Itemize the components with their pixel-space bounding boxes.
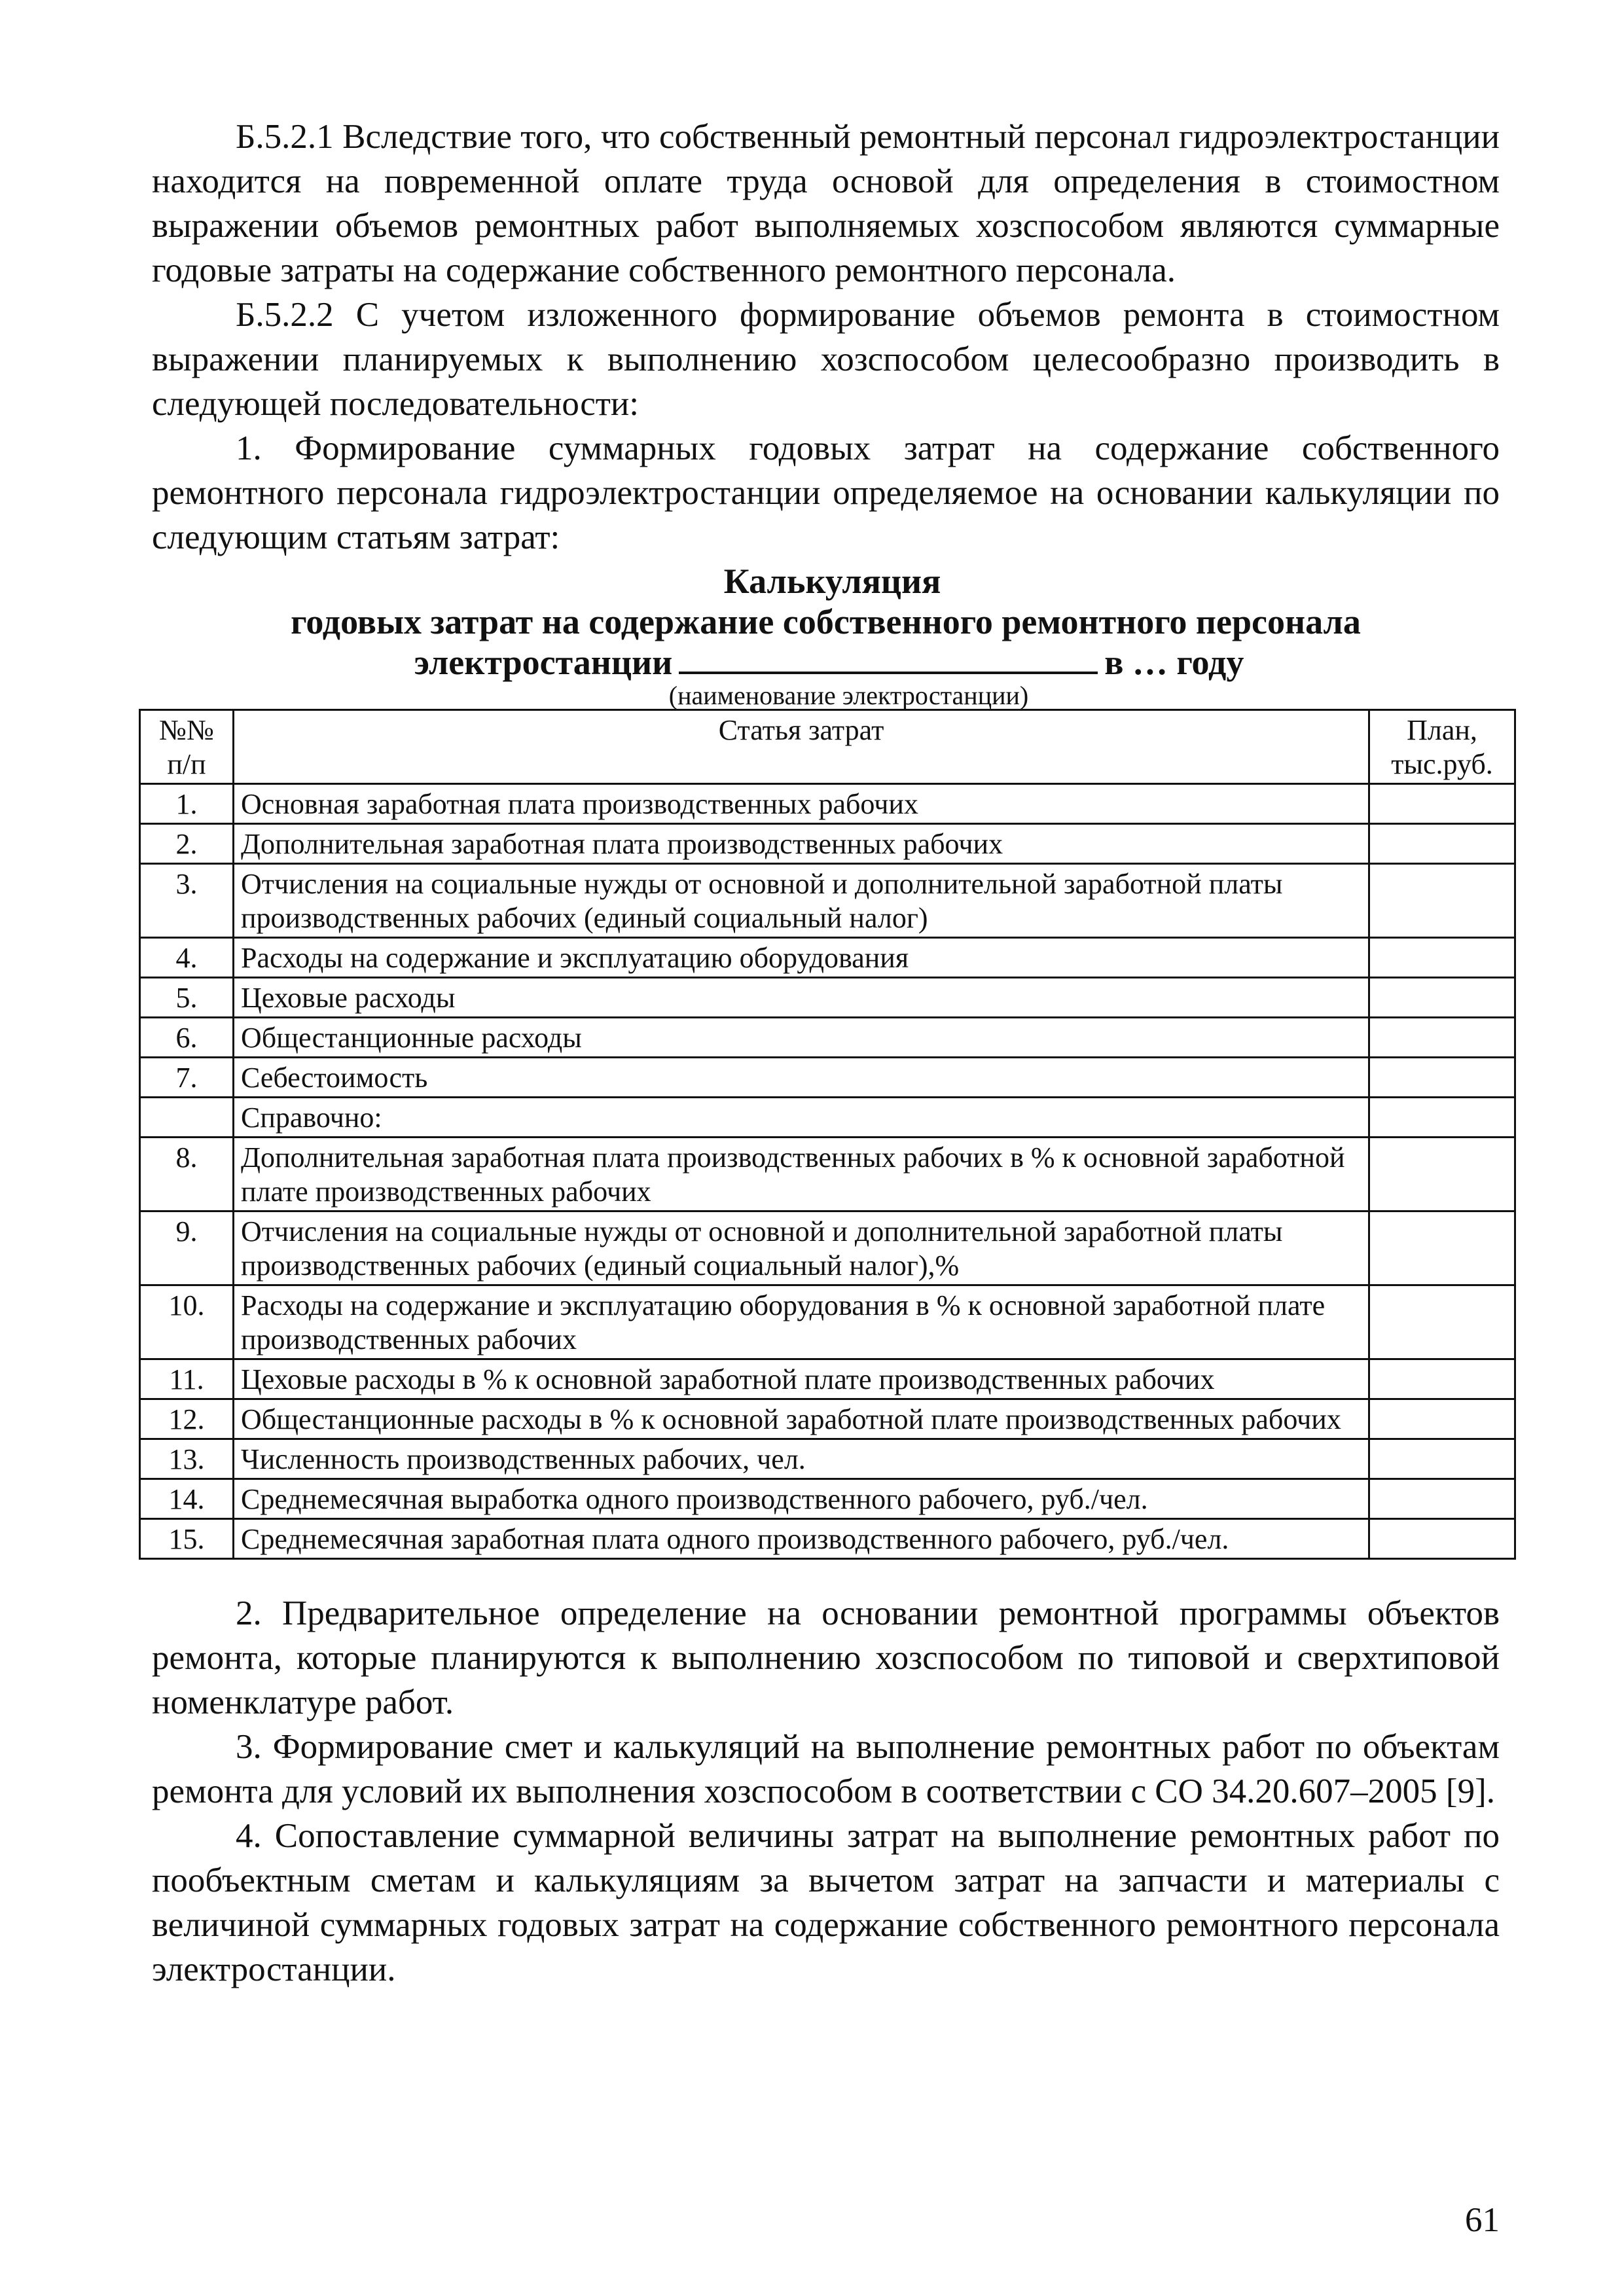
row-plan bbox=[1369, 1098, 1515, 1138]
calculation-title-line-2: годовых затрат на содержание собственного ремонтного персонала bbox=[291, 602, 1361, 641]
table-row bbox=[140, 1018, 1515, 1058]
title-station-label: электростанции bbox=[414, 643, 673, 682]
table-header-row bbox=[140, 710, 1515, 784]
table-row bbox=[140, 784, 1515, 824]
table-row bbox=[140, 978, 1515, 1018]
table-row bbox=[140, 1399, 1515, 1439]
row-num: 14. bbox=[140, 1479, 234, 1519]
row-plan bbox=[1369, 1018, 1515, 1058]
row-num: 8. bbox=[140, 1138, 234, 1211]
table-row bbox=[140, 1359, 1515, 1399]
row-num: 5. bbox=[140, 978, 234, 1018]
row-item: Основная заработная плата производственных рабочих bbox=[234, 784, 1369, 824]
row-plan bbox=[1369, 824, 1515, 864]
table-row bbox=[140, 1211, 1515, 1285]
row-num bbox=[140, 1098, 234, 1138]
row-num: 2. bbox=[140, 824, 234, 864]
row-plan bbox=[1369, 784, 1515, 824]
row-plan bbox=[1369, 1359, 1515, 1399]
row-item: Себестоимость bbox=[234, 1058, 1369, 1098]
row-plan bbox=[1369, 1479, 1515, 1519]
row-num: 6. bbox=[140, 1018, 234, 1058]
paragraph-step-4: 4. Сопоставление суммарной величины затрат на выполнение ремонтных работ по пообъектным сметам и калькуляциям за вычетом затрат на запчасти и материалы с величиной суммарных годовых затрат на содержание собственного ремонтного персонала электростанции. bbox=[152, 1817, 1500, 1988]
row-plan bbox=[1369, 1058, 1515, 1098]
table-row bbox=[140, 1058, 1515, 1098]
calculation-table bbox=[139, 709, 1516, 1560]
row-num: 15. bbox=[140, 1519, 234, 1559]
title-year-label: в … году bbox=[1104, 643, 1244, 682]
row-item: Расходы на содержание и эксплуатацию оборудования bbox=[234, 938, 1369, 978]
table-row bbox=[140, 1138, 1515, 1211]
row-num: 7. bbox=[140, 1058, 234, 1098]
row-item: Отчисления на социальные нужды от основной и дополнительной заработной платы производственных рабочих (единый социальный налог),% bbox=[234, 1211, 1369, 1285]
row-item: Отчисления на социальные нужды от основной и дополнительной заработной платы производственных рабочих (единый социальный налог) bbox=[234, 864, 1369, 938]
header-plan: План, тыс.руб. bbox=[1369, 710, 1515, 784]
row-plan bbox=[1369, 1519, 1515, 1559]
row-num: 10. bbox=[140, 1285, 234, 1359]
row-num: 1. bbox=[140, 784, 234, 824]
row-num: 11. bbox=[140, 1359, 234, 1399]
bottom-paragraphs bbox=[152, 1591, 1500, 1992]
station-name-caption: (наименование электростанции) bbox=[668, 681, 1029, 710]
row-num: 4. bbox=[140, 938, 234, 978]
row-num: 13. bbox=[140, 1439, 234, 1479]
page-number: 61 bbox=[1465, 2201, 1500, 2239]
row-item: Дополнительная заработная плата производственных рабочих в % к основной заработной плате производственных рабочих bbox=[234, 1138, 1369, 1211]
row-item: Расходы на содержание и эксплуатацию оборудования в % к основной заработной плате производственных рабочих bbox=[234, 1285, 1369, 1359]
row-plan bbox=[1369, 1211, 1515, 1285]
row-item: Справочно: bbox=[234, 1098, 1369, 1138]
calculation-title-line-3 bbox=[152, 642, 1500, 683]
calculation-title-line-1: Калькуляция bbox=[723, 562, 941, 601]
station-name-blank bbox=[679, 643, 1098, 674]
table-row bbox=[140, 1479, 1515, 1519]
row-plan bbox=[1369, 1439, 1515, 1479]
table-row bbox=[140, 824, 1515, 864]
header-num: №№ п/п bbox=[140, 710, 234, 784]
row-item: Среднемесячная выработка одного производственного рабочего, руб./чел. bbox=[234, 1479, 1369, 1519]
row-num: 3. bbox=[140, 864, 234, 938]
row-plan bbox=[1369, 1138, 1515, 1211]
row-plan bbox=[1369, 864, 1515, 938]
row-item: Цеховые расходы в % к основной заработной плате производственных рабочих bbox=[234, 1359, 1369, 1399]
row-plan bbox=[1369, 1285, 1515, 1359]
row-item: Численность производственных рабочих, чел. bbox=[234, 1439, 1369, 1479]
calculation-title bbox=[152, 561, 1500, 709]
header-item: Статья затрат bbox=[234, 710, 1369, 784]
row-plan bbox=[1369, 978, 1515, 1018]
row-item: Цеховые расходы bbox=[234, 978, 1369, 1018]
row-num: 9. bbox=[140, 1211, 234, 1285]
row-plan bbox=[1369, 1399, 1515, 1439]
row-plan bbox=[1369, 938, 1515, 978]
table-row bbox=[140, 864, 1515, 938]
row-item: Среднемесячная заработная плата одного производственного рабочего, руб./чел. bbox=[234, 1519, 1369, 1559]
row-item: Общестанционные расходы в % к основной заработной плате производственных рабочих bbox=[234, 1399, 1369, 1439]
paragraph-step-2: 2. Предварительное определение на основании ремонтной программы объектов ремонта, которые планируются к выполнению хозспособом по типовой и сверхтиповой номенклатуре работ. bbox=[152, 1594, 1500, 1721]
table-row bbox=[140, 1519, 1515, 1559]
table-row bbox=[140, 1098, 1515, 1138]
paragraph-b521: Б.5.2.1 Вследствие того, что собственный ремонтный персонал гидроэлектростанции находится на повременной оплате труда основой для определения в стоимостном выражении объемов ремонтных работ выполняемых хозспособом являются суммарные годовые затраты на содержание собственного ремонтного персонала. bbox=[152, 118, 1500, 289]
row-item: Дополнительная заработная плата производственных рабочих bbox=[234, 824, 1369, 864]
paragraph-step-1: 1. Формирование суммарных годовых затрат на содержание собственного ремонтного персонала гидроэлектростанции определяемое на основании калькуляции по следующим статьям затрат: bbox=[152, 429, 1500, 556]
row-num: 12. bbox=[140, 1399, 234, 1439]
paragraph-b522: Б.5.2.2 С учетом изложенного формирование объемов ремонта в стоимостном выражении планируемых к выполнению хозспособом целесообразно производить в следующей последовательности: bbox=[152, 296, 1500, 423]
table-row bbox=[140, 1285, 1515, 1359]
row-item: Общестанционные расходы bbox=[234, 1018, 1369, 1058]
paragraph-step-3: 3. Формирование смет и калькуляций на выполнение ремонтных работ по объектам ремонта для условий их выполнения хозспособом в соответствии с СО 34.20.607–2005 [9]. bbox=[152, 1728, 1500, 1810]
table-row bbox=[140, 1439, 1515, 1479]
table-row bbox=[140, 938, 1515, 978]
